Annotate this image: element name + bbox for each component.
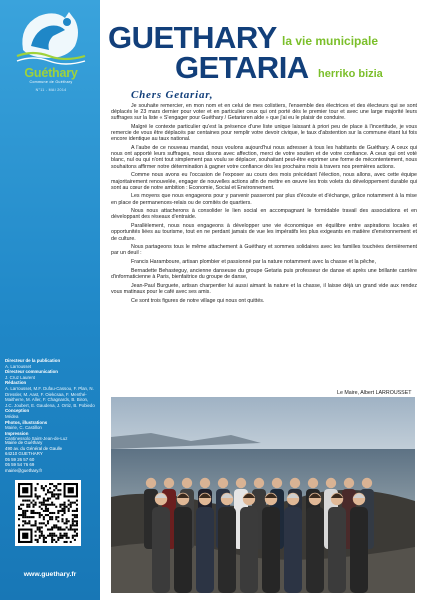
credit-value: Médea	[5, 413, 19, 419]
crest-icon	[9, 6, 93, 66]
credits-block	[5, 358, 95, 442]
credit-value: A. Larrousset	[5, 363, 32, 369]
letter-signature: Le Maire, Albert LARROUSSET	[337, 390, 412, 396]
letter-paragraph: Malgré le contexte particulier qu'est la présence d'une liste unique laissant à priori peu de place à l'incertitude, je vous remercie de vous être déplacés par centaines pour remplir votre devoir civique, le taux d'abstention sur la commune étant lui fois encore identique au taux national.	[111, 124, 417, 143]
logo-issue: N°11 - MAI 2014	[35, 88, 67, 92]
group-photo-graphic	[111, 397, 415, 593]
qr-code-icon[interactable]	[15, 480, 81, 546]
credit-heading: Impression	[5, 430, 29, 436]
letter-paragraph: Nous nous attacherons à consolider le lien social en accompagnant le formidable travail des associations et en développant des réseaux d'entraide.	[111, 208, 417, 221]
letter-paragraph: A l'aube de ce nouveau mandat, nous voulons aujourd'hui nous adresser à tous les habitants de Guéthary. A ceux qui nous ont apporté leurs suffrages, nous disons avec affection, merci de votre soutien et de votre confiance. A ceux qui ont voté blanc, nul ou qui n'ont tout simplement pas voulu se déplacer, souhaitant peut-être exprimer une forme de mécontentement, nous souhaitons affirmer notre détermination à gagner votre confiance dès les prochains mois à travers nos premières actions.	[111, 145, 417, 170]
letter-greeting: Chers Getariar,	[131, 89, 214, 101]
sidebar	[0, 0, 100, 600]
credit-value: Mairie, C. Castillon	[5, 425, 42, 431]
qr-code-graphic	[18, 483, 78, 543]
credit-value: Cantinessolo Saint-Jean-de-Luz	[5, 436, 68, 442]
credit-heading: Directeur de la publication	[5, 358, 61, 363]
commune-logo	[9, 6, 93, 96]
letter-paragraph: Je souhaite remercier, en mon nom et en celui de mes colistiers, l'ensemble des électrices et des électeurs qui se sont déplacés le 23 mars dernier pour voter et en particulier ceux qui ont porté dès le premier tour et avec une large majorité leurs suffrages sur la liste « S'engager pour Guéthary / Getariaren alde » que j'ai eu le plaisir de conduire.	[111, 103, 417, 122]
credit-heading: Rédaction	[5, 380, 27, 386]
contact-line: 490 av. du Général de Gaulle	[5, 445, 63, 451]
credit-heading: Photos, illustrations	[5, 419, 48, 425]
credit-heading: Directeur communication	[5, 369, 58, 375]
credit-value: A. Larrousset, M.F. Dufau-Cassou, F. Plan, N. Dressler, M. Aast, F. Oiekcsaa, F. Menthé-Maitherre, M. Aller, F. Chagnards, B. Biron, J.C. Joubert, E. Gaudena, J. Ortiz, B. Pobiedo	[5, 385, 95, 408]
masthead-title-basque: GETARIA	[175, 50, 309, 85]
contact-block	[5, 440, 95, 474]
masthead-tagline-basque: herriko bizia	[318, 68, 383, 80]
group-photo	[111, 397, 415, 593]
letter-paragraph: Parallèlement, nous nous engageons à développer une vie économique en équilibre entre aspirations locales et opportunités liées au tourisme, tout en ne perdant jamais de vue les impératifs les plus exigeants en matière d'environnement et de culture.	[111, 223, 417, 242]
letter-paragraph: Francis Harambourе, artisan plombier et passionné par la nature notamment avec la chasse et la pêche,	[131, 259, 376, 266]
credit-value: J. Cruz Laurent	[5, 374, 36, 380]
contact-line: Mairie de Guéthary	[5, 440, 43, 445]
logo-subtitle: Commune de Guéthary	[29, 80, 73, 84]
contact-line: 05 59 26 57 60	[5, 456, 35, 462]
contact-line: 05 59 54 76 69	[5, 462, 35, 468]
letter-paragraph: Ce sont trois figures de notre village qui nous ont quittés.	[131, 297, 265, 304]
contact-email[interactable]: mairie@guethary.fr	[5, 467, 43, 473]
credit-heading: Conception	[5, 408, 30, 414]
masthead-title-french: GUETHARY	[108, 20, 277, 55]
letter-paragraph: Nous partageons tous le même attachement à Guéthary et sommes solidaires avec les familles touchées dernièrement par un deuil :	[111, 244, 417, 257]
letter-body	[111, 103, 417, 307]
masthead-tagline-french: la vie municipale	[282, 34, 379, 48]
letter-paragraph: Comme nous avons eu l'occasion de l'exposer au cours des mois précédant l'élection, nous allons, avec cette équipe majoritairement renouvelée, engager de nouvelles actions afin de mettre en œuvre les trois volets du développement durable qui sont au cœur de notre ambition : Economie, Social et Environnement.	[111, 172, 417, 191]
website-link[interactable]: www.guethary.fr	[23, 571, 77, 578]
logo-name: Guéthary	[24, 66, 78, 80]
letter-paragraph: Les moyens que nous engageons pour y parvenir passeront par plus d'écoute et d'échange, grâce notamment à la mise en place de permanences-relais ou de comités de quartiers.	[111, 193, 417, 206]
contact-line: 64210 GUETHARY	[5, 451, 43, 457]
letter-paragraph: Bernadette Behasteguy, ancienne danseuse du groupe Getaria puis professeur de danse et après une brillante carrière d'informaticienne à Paris, bienfaitrice du groupe de danse,	[111, 267, 417, 281]
letter-paragraph: Jean-Paul Burguete, artisan charpentier lui aussi aimant la nature et la chasse, il laisse déjà un grand vide aux rendez vous matinaux pour le café avec ses amis.	[111, 282, 417, 295]
